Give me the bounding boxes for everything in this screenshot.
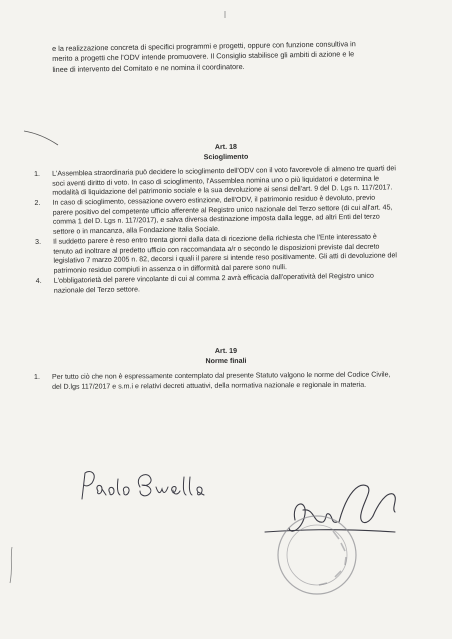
round-stamp <box>275 513 359 597</box>
item-number: 3. <box>35 239 42 247</box>
handwritten-signature <box>76 465 216 505</box>
intro-line: merito a progetti che l'ODV intende promuovere. Il Consiglio stabilisce gli ambiti di azione e le <box>52 49 355 64</box>
item-text: Per tutto ciò che non è espressamente contemplato dal presente Statuto valgono le norme del Codice Civile, del D.lgs 117/2017 e s.m.i e relativi decreti attuativi, della normativa nazionale e regionale in materia. <box>52 371 391 391</box>
intro-line: linee di intervento del Comitato e ne nomina il coordinatore. <box>52 61 245 74</box>
list-item <box>34 370 396 392</box>
margin-mark <box>222 10 228 20</box>
article-18-heading <box>0 141 452 165</box>
item-number: 1. <box>34 170 41 178</box>
margin-mark <box>4 545 18 585</box>
article-19-heading <box>0 346 452 367</box>
article-19-list <box>34 370 396 392</box>
article-18-list <box>34 164 398 296</box>
article-number: Art. 18 <box>214 142 238 152</box>
item-text: L'obbligatorietà del parere vincolante di cui al comma 2 avrà efficacia dall'operatività del Registro unico nazionale del Terzo settore. <box>53 272 375 295</box>
intro-line: e la realizzazione concreta di specifici programmi e progetti, oppure con funzione consultiva in <box>52 39 356 53</box>
article-title: Scioglimento <box>203 152 249 161</box>
list-item <box>35 232 398 276</box>
list-item <box>34 194 397 238</box>
article-number: Art. 19 <box>214 346 238 356</box>
item-number: 2. <box>34 200 41 208</box>
article-title: Norme finali <box>205 356 247 365</box>
intro-paragraph <box>52 38 404 74</box>
item-text: Il suddetto parere è reso entro trenta giorni dalla data di ricezione della richiesta che l'Ente interessato è tenuto ad inoltrare al predetto ufficio con raccomandata a/r o secondo le disposizioni previste dal decreto legislativo 7 marzo 2005 n. 82, decorsi i quali il parere si intende reso positivamente. Gli atti di devoluzione del patrimonio residuo compiuti in assenza o in difformità dal parere sono nulli. <box>53 233 397 275</box>
item-number: 1. <box>34 373 40 381</box>
item-text: L'Assemblea straordinaria può decidere lo scioglimento dell'ODV con il voto favorevole di almeno tre quarti dei soci aventi diritto di voto. In caso di scioglimento, l'Assemblea nomina uno o più liquidatori e determina le modalità di liquidazione del patrimonio sociale e la sua devoluzione ai sensi dell'art. 9 del D. Lgs n. 117/2017. <box>52 165 396 197</box>
item-text: In caso di scioglimento, cessazione ovvero estinzione, dell'ODV, il patrimonio residuo è devoluto, previo parere positivo del competente ufficio afferente al Registro unico nazionale del Terzo settore (di cui all'art. 45, comma 1 del D. Lgs n. 117/2017), e salva diversa destinazione imposta dalla legge, ad altri Enti del terzo settore o in mancanza, alla Fondazione Italia Sociale. <box>52 194 393 236</box>
item-number: 4. <box>35 277 42 286</box>
